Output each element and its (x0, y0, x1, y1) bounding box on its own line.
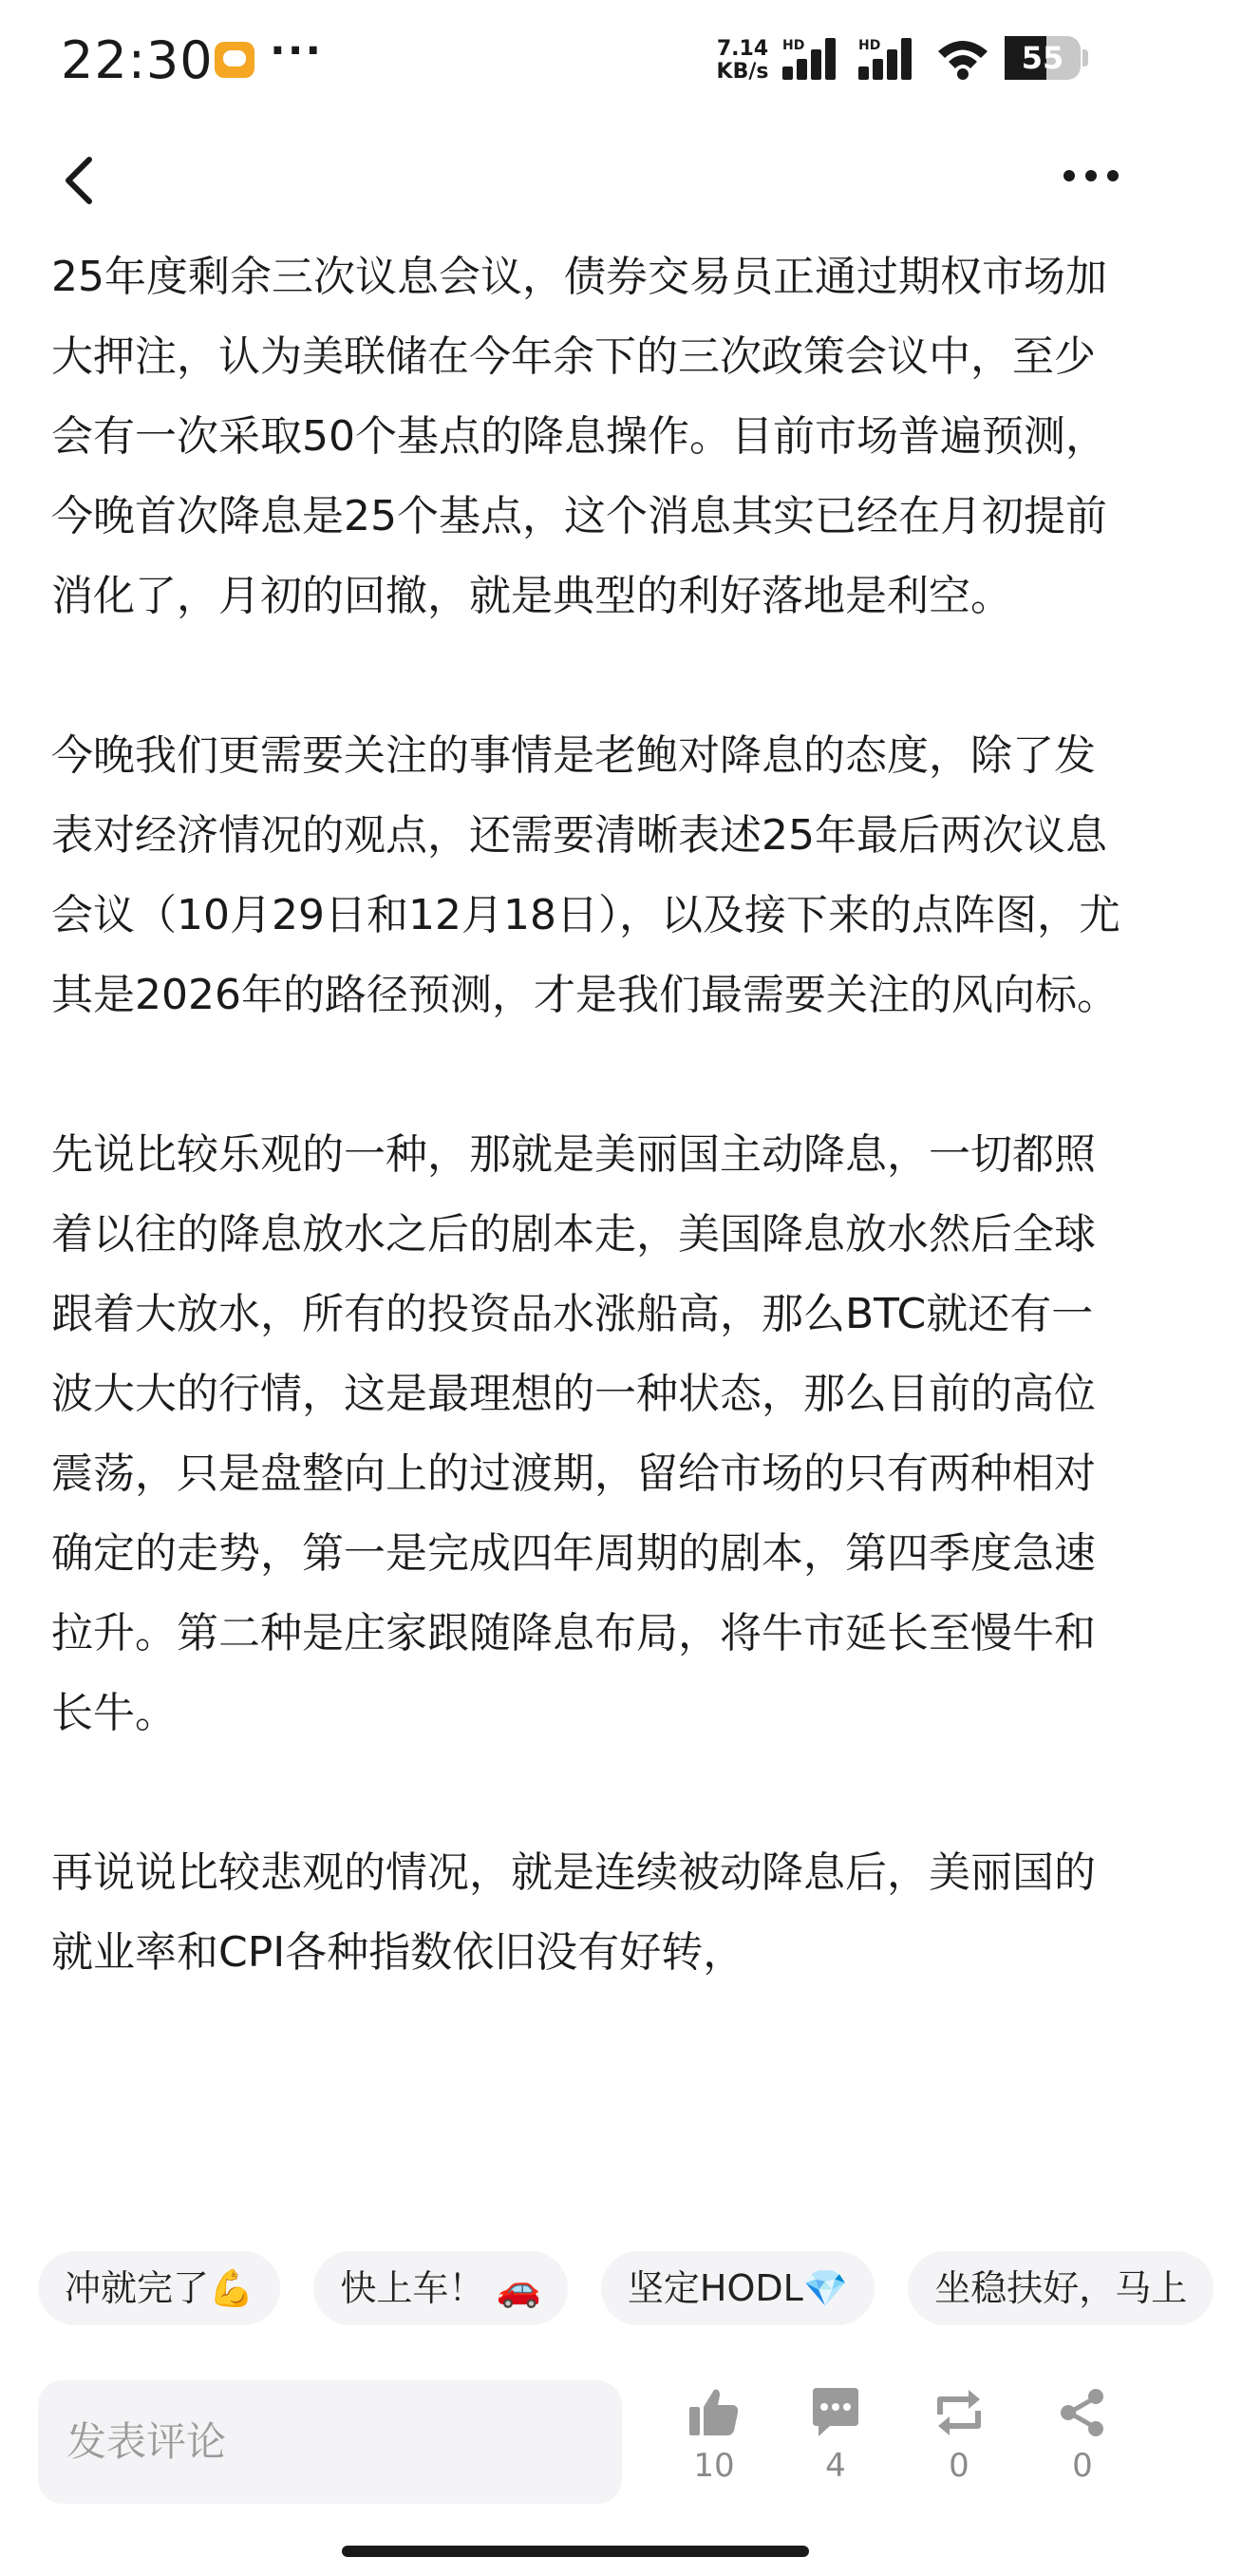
repost-button[interactable] (912, 2386, 1007, 2510)
comment-input[interactable] (38, 2380, 622, 2504)
wifi-icon (936, 36, 989, 80)
battery-cap (1082, 49, 1088, 66)
article-paragraph: 先说比较乐观的一种，那就是美丽国主动降息，一切都照着以往的降息放水之后的剧本走，美国降息放水然后全球跟着大放水，所有的投资品水涨船高，那么BTC就还有一波大大的行情，这是最理想的一种状态，那么目前的高位震荡，只是盘整向上的过渡期，留给市场的只有两种相对确定的走势，第一是完成四年周期的剧本，第四季度急速拉升。第二种是庄家跟随降息布局，将牛市延长至慢牛和长牛。 (51, 1130, 1096, 1737)
comment-count: 4 (825, 2447, 846, 2485)
repost-icon (932, 2386, 986, 2439)
chevron-left-icon[interactable] (55, 152, 103, 209)
like-button[interactable] (667, 2386, 762, 2510)
like-count: 10 (693, 2447, 735, 2485)
comment-icon (809, 2386, 862, 2439)
signal-icon (858, 38, 925, 80)
message-bubble-icon (215, 42, 254, 78)
article-paragraph: 今晚我们更需要关注的事情是老鲍对降息的态度，除了发表对经济情况的观点，还需要清晰表述25年最后两次议息会议（10月29日和12月18日），以及接下来的点阵图，尤其是2026年的路径预测，才是我们最需要关注的风向标。 (51, 731, 1120, 1019)
signal-icon (782, 38, 849, 80)
notification-more-indicator: ··· (270, 27, 324, 75)
article-body (51, 237, 1124, 2232)
share-icon (1056, 2386, 1109, 2439)
article-paragraph: 25年度剩余三次议息会议，债券交易员正通过期权市场加大押注，认为美联储在今年余下的三次政策会议中，至少会有一次采取50个基点的降息操作。目前市场普遍预测，今晚首次降息是25个基点，这个消息其实已经在月初提前消化了，月初的回撤，就是典型的利好落地是利空。 (51, 253, 1107, 620)
share-count: 0 (1072, 2447, 1093, 2485)
home-indicator[interactable] (342, 2546, 809, 2557)
quick-reply-bar (38, 2251, 1188, 2329)
quick-reply-chip[interactable]: 坐稳扶好，马上 (908, 2251, 1214, 2325)
status-time: 22:30 (61, 30, 214, 90)
status-bar (0, 0, 1158, 123)
hd-label: HD (782, 38, 805, 53)
article-paragraph: 再说说比较悲观的情况，就是连续被动降息后，美丽国的就业率和CPI各种指数依旧没有好转， (51, 1848, 1096, 1977)
network-speed-unit: KB/s (716, 60, 769, 84)
battery-icon (1005, 36, 1081, 80)
comment-placeholder: 发表评论 (66, 2418, 227, 2465)
battery-percent: 55 (1021, 40, 1064, 76)
quick-reply-chip[interactable]: 冲就完了💪 (38, 2251, 280, 2325)
repost-count: 0 (949, 2447, 969, 2485)
thumbs-up-icon (687, 2386, 741, 2439)
network-speed (714, 38, 771, 84)
hd-label: HD (858, 38, 881, 53)
quick-reply-chip[interactable]: 快上车！ 🚗 (313, 2251, 567, 2325)
share-button[interactable] (1035, 2386, 1130, 2510)
network-speed-value: 7.14 (716, 37, 769, 61)
quick-reply-chip[interactable]: 坚定HODL💎 (601, 2251, 875, 2325)
comment-button[interactable] (788, 2386, 883, 2510)
more-horizontal-icon[interactable] (1062, 161, 1120, 190)
